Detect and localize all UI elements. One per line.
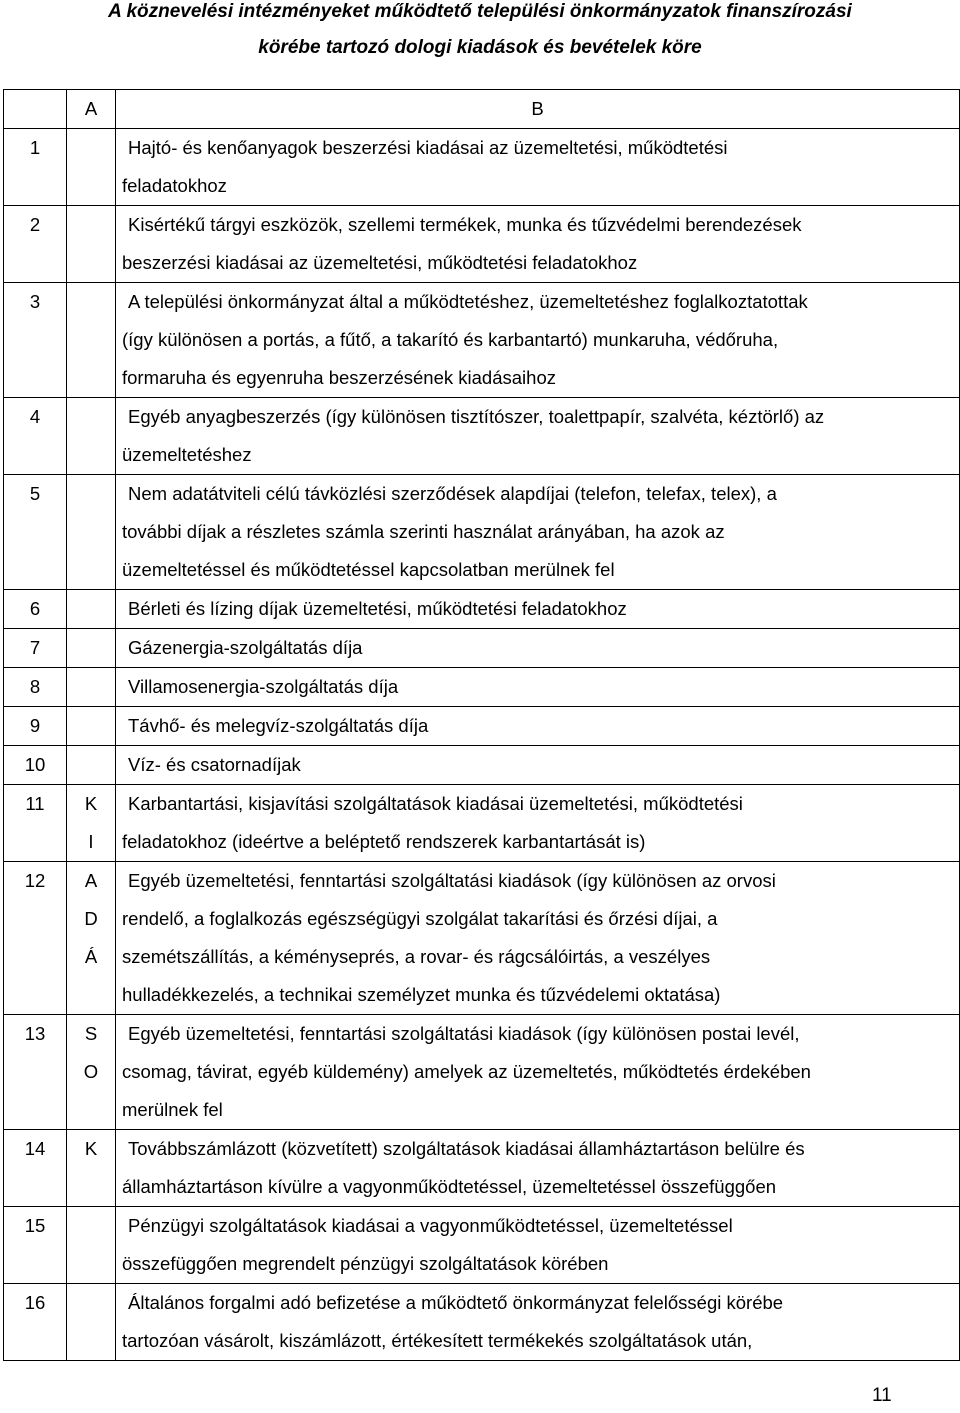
description-cell	[116, 668, 960, 707]
description-line: beszerzési kiadásai az üzemeltetési, működtetési feladatokhoz	[122, 252, 638, 273]
col-a-cell	[67, 398, 116, 475]
description-cell	[116, 629, 960, 668]
table-row	[4, 746, 960, 785]
description-line: Nem adatátviteli célú távközlési szerződések alapdíjai (telefon, telefax, telex), a	[128, 483, 777, 504]
description-line: merülnek fel	[122, 1099, 223, 1120]
description-line: rendelő, a foglalkozás egészségügyi szolgálat takarítási és őrzési díjai, a	[122, 908, 718, 929]
description-line: csomag, távirat, egyéb küldemény) amelyek az üzemeltetés, működtetés érdekében	[122, 1061, 811, 1082]
description-line: hulladékkezelés, a technikai személyzet munka és tűzvédelemi oktatása)	[122, 984, 721, 1005]
row-number: 12	[4, 862, 67, 1015]
table-row	[4, 398, 960, 475]
expenditure-table	[3, 89, 960, 1361]
description-line: Karbantartási, kisjavítási szolgáltatások kiadásai üzemeltetési, működtetési	[128, 793, 743, 814]
title-line-1: A köznevelési intézményeket működtető települési önkormányzatok finanszírozási	[108, 1, 852, 22]
description-line: további díjak a részletes számla szerinti használat arányában, ha azok az	[122, 521, 725, 542]
description-line: üzemeltetéssel és működtetéssel kapcsolatban merülnek fel	[122, 559, 615, 580]
description-line: Egyéb üzemeltetési, fenntartási szolgáltatási kiadások (így különösen az orvosi	[128, 870, 776, 891]
description-line: Bérleti és lízing díjak üzemeltetési, működtetési feladatokhoz	[128, 598, 627, 619]
row-number: 14	[4, 1130, 67, 1207]
table-row	[4, 1207, 960, 1284]
description-line: Kisértékű tárgyi eszközök, szellemi termékek, munka és tűzvédelmi berendezések	[128, 214, 802, 235]
description-line: szemétszállítás, a kéményseprés, a rovar- és rágcsálóirtás, a veszélyes	[122, 946, 711, 967]
table-row	[4, 629, 960, 668]
header-col-a: A	[67, 90, 116, 129]
description-line: Pénzügyi szolgáltatások kiadásai a vagyonműködtetéssel, üzemeltetéssel	[128, 1215, 733, 1236]
row-number: 1	[4, 129, 67, 206]
col-a-letter: A	[84, 870, 98, 891]
col-a-cell	[67, 668, 116, 707]
col-a-cell	[67, 1130, 116, 1207]
col-a-cell	[67, 785, 116, 862]
description-line: (így különösen a portás, a fűtő, a takarító és karbantartó) munkaruha, védőruha,	[122, 329, 779, 350]
table-row	[4, 862, 960, 1015]
col-a-cell	[67, 862, 116, 1015]
table-row	[4, 206, 960, 283]
description-cell	[116, 129, 960, 206]
description-line: feladatokhoz (ideértve a beléptető rendszerek karbantartását is)	[122, 831, 646, 852]
header-col-b: B	[116, 90, 960, 129]
description-cell	[116, 785, 960, 862]
row-number: 16	[4, 1284, 67, 1361]
table-row	[4, 475, 960, 590]
table-row	[4, 283, 960, 398]
description-line: Egyéb üzemeltetési, fenntartási szolgáltatási kiadások (így különösen postai levél,	[128, 1023, 800, 1044]
col-a-cell	[67, 283, 116, 398]
col-a-letter: D	[84, 908, 98, 929]
row-number: 6	[4, 590, 67, 629]
table-row	[4, 1015, 960, 1130]
row-number: 4	[4, 398, 67, 475]
col-a-cell	[67, 746, 116, 785]
row-number: 13	[4, 1015, 67, 1130]
description-cell	[116, 206, 960, 283]
col-a-cell	[67, 129, 116, 206]
description-line: Távhő- és melegvíz-szolgáltatás díja	[128, 715, 429, 736]
description-cell	[116, 707, 960, 746]
header-num-cell	[4, 90, 67, 129]
table-row	[4, 707, 960, 746]
row-number: 7	[4, 629, 67, 668]
description-line: feladatokhoz	[122, 175, 227, 196]
table-row	[4, 785, 960, 862]
description-line: Víz- és csatornadíjak	[128, 754, 301, 775]
col-a-cell	[67, 629, 116, 668]
description-cell	[116, 862, 960, 1015]
row-number: 2	[4, 206, 67, 283]
table-header-row	[4, 90, 960, 129]
table-row	[4, 1130, 960, 1207]
description-cell	[116, 746, 960, 785]
table-row	[4, 1284, 960, 1361]
col-a-cell	[67, 475, 116, 590]
col-a-letter: S	[84, 1023, 98, 1044]
table-row	[4, 590, 960, 629]
description-cell	[116, 1015, 960, 1130]
page-number: 11	[872, 1385, 892, 1406]
col-a-cell	[67, 1207, 116, 1284]
row-number: 5	[4, 475, 67, 590]
title-line-2: körébe tartozó dologi kiadások és bevételek köre	[258, 37, 702, 58]
description-line: Továbbszámlázott (közvetített) szolgáltatások kiadásai államháztartáson belülre és	[128, 1138, 805, 1159]
description-cell	[116, 283, 960, 398]
col-a-letter: I	[88, 831, 94, 852]
description-line: üzemeltetéshez	[122, 444, 252, 465]
table-row	[4, 668, 960, 707]
description-cell	[116, 398, 960, 475]
row-number: 11	[4, 785, 67, 862]
description-line: formaruha és egyenruha beszerzésének kiadásaihoz	[122, 367, 556, 388]
table-row	[4, 129, 960, 206]
description-line: Gázenergia-szolgáltatás díja	[128, 637, 363, 658]
description-cell	[116, 590, 960, 629]
col-a-letter: K	[84, 1138, 98, 1159]
col-a-letter: K	[84, 793, 98, 814]
col-a-letter: O	[83, 1061, 99, 1082]
col-a-cell	[67, 1284, 116, 1361]
description-line: tartozóan vásárolt, kiszámlázott, értékesített termékekés szolgáltatások után,	[122, 1330, 753, 1351]
description-line: Villamosenergia-szolgáltatás díja	[128, 676, 399, 697]
row-number: 9	[4, 707, 67, 746]
description-cell	[116, 1284, 960, 1361]
col-a-cell	[67, 1015, 116, 1130]
description-cell	[116, 1207, 960, 1284]
col-a-cell	[67, 206, 116, 283]
description-line: államháztartáson kívülre a vagyonműködtetéssel, üzemeltetéssel összefüggően	[122, 1176, 777, 1197]
row-number: 3	[4, 283, 67, 398]
description-line: A települési önkormányzat által a működtetéshez, üzemeltetéshez foglalkoztatottak	[128, 291, 808, 312]
page-title	[0, 0, 960, 66]
description-cell	[116, 1130, 960, 1207]
description-cell	[116, 475, 960, 590]
row-number: 8	[4, 668, 67, 707]
row-number: 10	[4, 746, 67, 785]
table-body	[4, 90, 960, 1361]
description-line: Egyéb anyagbeszerzés (így különösen tisztítószer, toalettpapír, szalvéta, kéztörlő) az	[128, 406, 825, 427]
col-a-cell	[67, 590, 116, 629]
description-line: Hajtó- és kenőanyagok beszerzési kiadásai az üzemeltetési, működtetési	[128, 137, 728, 158]
description-line: Általános forgalmi adó befizetése a működtető önkormányzat felelősségi körébe	[128, 1292, 784, 1313]
col-a-letter: Á	[84, 946, 98, 967]
col-a-cell	[67, 707, 116, 746]
row-number: 15	[4, 1207, 67, 1284]
description-line: összefüggően megrendelt pénzügyi szolgáltatások körében	[122, 1253, 609, 1274]
